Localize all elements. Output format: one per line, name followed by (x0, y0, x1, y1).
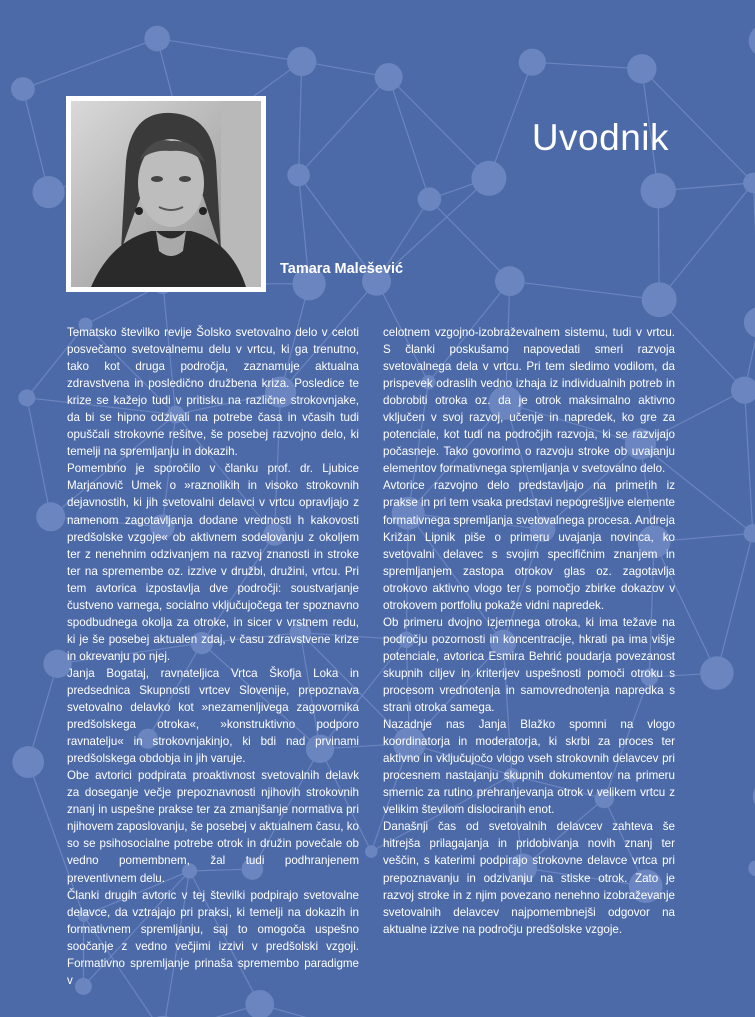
network-node (11, 77, 35, 101)
network-line (489, 62, 532, 178)
paragraph: Janja Bogataj, ravnateljica Vrtca Škofja Loka in predsednica Skupnosti vrtcev Slovenije, prepoznava svetovalno delavko kot »nezamenljivega zagovornika predšolskega otroka«, »konstruktivno podporo ravnatelju« in strokovnjakinjo, ki bdi nad prvinami predšolskega obdobja in jih varuje. (67, 666, 359, 766)
network-line (389, 77, 489, 178)
network-line (659, 183, 753, 300)
network-node (12, 746, 44, 778)
paragraph: celotnem vzgojno-izobraževalnem sistemu, tudi v vrtcu. S članki poskušamo napovedati smeri razvoja svetovalnega dela v vrtcu. Pri tem sledimo vodilom, da prispevek odraslih vedno izhaja iz individualnih potreb in dobrobiti otroka oz. da je otrok maksimalno aktivno vključen v svoj razvoj, učenje in napredek, ko gre za potenciale, kot tudi na področjih razvoja, ki se razvijajo počasneje. Tako govorimo o razvoju stroke ob uvajanju elementov formativnega spremljanja v svetovalno delo. (383, 326, 675, 476)
paragraph: Pomembno je sporočilo v članku prof. dr. Ljubice Marjanovič Umek o »raznolikih in visoko strokovnih dejavnostih, ki jih svetovalni delavci v vrtcu opravljajo z namenom zagotavljanja dodane vrednosti h kakovosti predšolske vzgoje« ob aktivnem sodelovanju z okoljem ter z nenehnim odzivanjem na razvoj znanosti in stroke ter na spremembe oz. izzive v družbi, družini, vrtcu. Pri tem avtorica izpostavlja dve področji: soustvarjanje čustveno varnega, socialno vključujočega ter spoznavno spodbudnega okolja za otroke, in sicer v vrstnem redu, ki je še posebej aktualen zdaj, v času zdravstvene krize in okrevanju po njej. (67, 462, 359, 663)
paragraph: Nazadnje nas Janja Blažko spomni na vlogo koordinatorja in moderatorja, ki skrbi za proces ter aktivno in vključujočo vlogo vseh strokovnih delavcev pri procesnem nastajanju skupnih dokumentov na primeru smernic za rutino prehranjevanja otrok v velikem vrtcu z velikim številom dislociranih enot. (383, 718, 675, 817)
network-line (429, 199, 509, 281)
network-line (299, 61, 302, 175)
network-node (418, 187, 442, 211)
network-node (642, 282, 677, 317)
network-node (749, 24, 755, 57)
network-node (18, 389, 35, 406)
network-node (287, 47, 316, 76)
network-node (245, 990, 274, 1017)
text-column-right (383, 324, 675, 938)
page-title: Uvodnik (531, 116, 669, 158)
network-node (748, 860, 755, 876)
network-line (157, 39, 302, 62)
network-line (27, 398, 51, 517)
network-node (627, 54, 656, 83)
author-name: Tamara Malešević (280, 261, 404, 277)
author-photo (66, 96, 266, 292)
network-node (519, 49, 546, 76)
network-line (389, 77, 430, 199)
network-node (375, 63, 403, 91)
network-node (700, 656, 734, 690)
network-line (510, 281, 659, 300)
paragraph: Današnji čas od svetovalnih delavcev zahteva še hitrejša prilagajanja in pridobivanja novih znanj ter veščin, s katerimi podpirajo strokovne delavce vrtca pri prepoznavanju in odzivanju na stiske otrok. Zato je razvoj stroke in z njim povezano nenehno izobraževanje svetovalnih delavcev najpomembnejši odgovor na aktualne izzive na področju predšolske vzgoje. (383, 820, 675, 936)
paragraph: Članki drugih avtoric v tej številki podpirajo svetovalne delavce, da vztrajajo pri praksi, ki temelji na dokazih in formativnem spremljanju, saj to omogoča uspešno soočanje z vedno večjimi izzivi v predšolski vzgoji. Formativno spremljanje prinaša spremembo paradigme v (67, 888, 359, 987)
paragraph: Avtorice razvojno delo predstavljajo na primerih iz prakse in pri tem vsaka predstavi nepogrešljive elemente formativnega spremljanja svetovalnega procesa. Andreja Križan Lipnik piše o primeru uvajanja novinca, ko svetovalni delavec s svojim specifičnim znanjem in spremljanjem zastopa otrokov glas oz. zagotavlja otrokovo aktivno vlogo ter s pomočjo zbirke dokazov v otrokovem portfoliu pokaže vidni napredek. (383, 479, 675, 612)
network-node (495, 266, 525, 296)
paragraph: Obe avtorici podpirata proaktivnost svetovalnih delavk za doseganje večje prepoznavnosti njihovih strokovnih znanj in uspešne prakse ter za zmanjšanje normativa pri njihovem zaposlovanju, še posebej v aktualnem času, ko so se psihosocialne potrebe otrok in družin povečale ob vedno pomembnem, žal tudi podhranjenem preventivnem delu. (67, 769, 359, 885)
network-line (299, 77, 389, 175)
text-column-left (67, 324, 359, 989)
network-node (36, 502, 65, 531)
network-line (163, 1004, 260, 1017)
network-line (532, 62, 642, 69)
network-line (23, 39, 157, 89)
network-node (144, 26, 170, 52)
network-node (731, 377, 755, 404)
network-node (744, 307, 755, 338)
network-node (365, 845, 378, 858)
network-line (260, 1004, 366, 1017)
paragraph: Tematsko številko revije Šolsko svetovalno delo v celoti posvečamo svetovalnemu delu v vrtcu, ki ga trenutno, tako kot druga področja, zaznamuje aktualna zdravstvena in posledično družbena kriza. Posledice te krize se kažejo tudi v pritisku na različne strokovnjake, da bi se hipno odzivali na potrebe časa in včasih tudi opuščali strokovne rešitve, še posebej razvojno delo, ki temelji na spremljanju in dokazih. (67, 326, 359, 459)
network-node (743, 173, 755, 194)
network-node (32, 176, 64, 208)
network-node (287, 164, 310, 187)
paragraph: Ob primeru dvojno izjemnega otroka, ki ima težave na področju pozornosti in koncentracije, hkrati pa ima višje potenciale, avtorica Esmira Behrić poudarja povezanost skupnih ciljev in kriterijev uspešnosti pomoči otroku s procesom vrednotenja in samovrednotenja napredka s strani otroka samega. (383, 615, 675, 715)
network-node (641, 173, 676, 208)
network-node (471, 161, 506, 196)
network-line (745, 390, 753, 533)
network-line (717, 533, 753, 673)
